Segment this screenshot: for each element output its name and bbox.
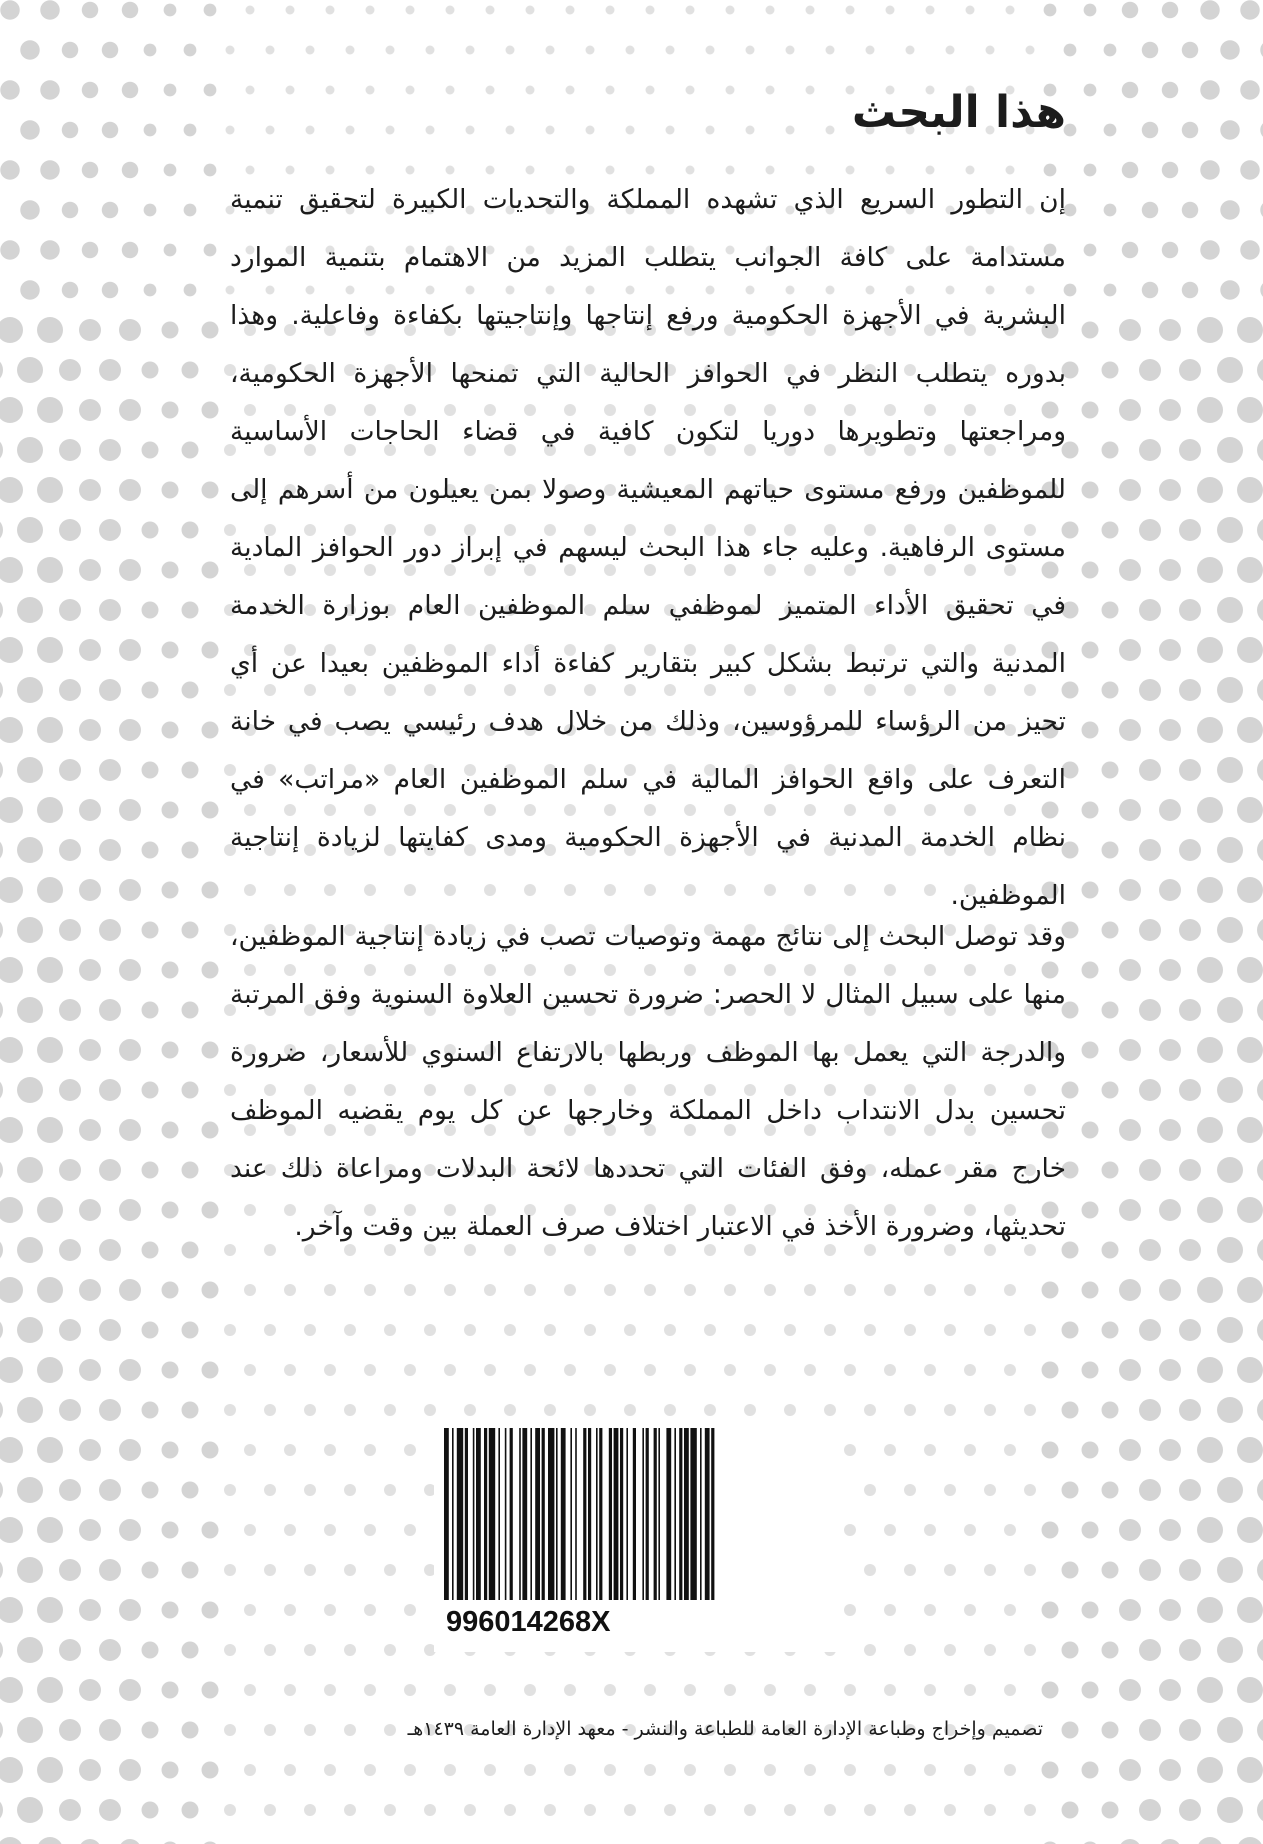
paragraph-results: وقد توصل البحث إلى نتائج مهمة وتوصيات تصب في زيادة إنتاجية الموظفين، منها على سبيل المثال لا الحصر: ضرورة تحسين العلاوة السنوية وفق المرتبة والدرجة التي يعمل بها الموظف وربطها بالارتفاع السنوي للأسعار، ضرورة تحسين بدل الانتداب داخل المملكة وخارجها عن كل يوم يقضيه الموظف خارج مقر عمله، وفق الفئات التي تحددها لائحة البدلات ومراعاة ذلك عند تحديثها، وضرورة الأخذ في الاعتبار اختلاف صرف العملة بين وقت وآخر. bbox=[230, 921, 1066, 1242]
barcode bbox=[434, 1418, 840, 1652]
publisher-credit: تصميم وإخراج وطباعة الإدارة العامة للطباعة والنشر - معهد الإدارة العامة ١٤٣٩هـ bbox=[407, 1718, 1043, 1740]
paragraph-intro: إن التطور السريع الذي تشهده المملكة والتحديات الكبيرة لتحقيق تنمية مستدامة على كافة الجوانب يتطلب المزيد من الاهتمام بتنمية الموارد البشرية في الأجهزة الحكومية ورفع إنتاجها وإنتاجيتها بكفاءة وفاعلية. وهذا بدوره يتطلب النظر في الحوافز الحالية التي تمنحها الأجهزة الحكومية، ومراجعتها وتطويرها دوريا لتكون كافية في قضاء الحاجات الأساسية للموظفين ورفع مستوى حياتهم المعيشية وصولا بمن يعيلون من أسرهم إلى مستوى الرفاهية. وعليه جاء هذا البحث ليسهم في إبراز دور الحوافز المادية في تحقيق الأداء المتميز لموظفي سلم الموظفين العام بوزارة الخدمة المدنية والتي ترتبط بشكل كبير بتقارير كفاءة أداء الموظفين بعيدا عن أي تحيز من الرؤساء للمرؤوسين، وذلك من خلال هدف رئيسي يصب في خانة التعرف على واقع الحوافز المالية في سلم الموظفين العام «مراتب» في نظام الخدمة المدنية في الأجهزة الحكومية ومدى كفايتها لزيادة إنتاجية الموظفين. bbox=[230, 184, 1066, 911]
page-title: هذا البحث bbox=[851, 87, 1066, 138]
barcode-number: 996014268X bbox=[446, 1606, 611, 1638]
